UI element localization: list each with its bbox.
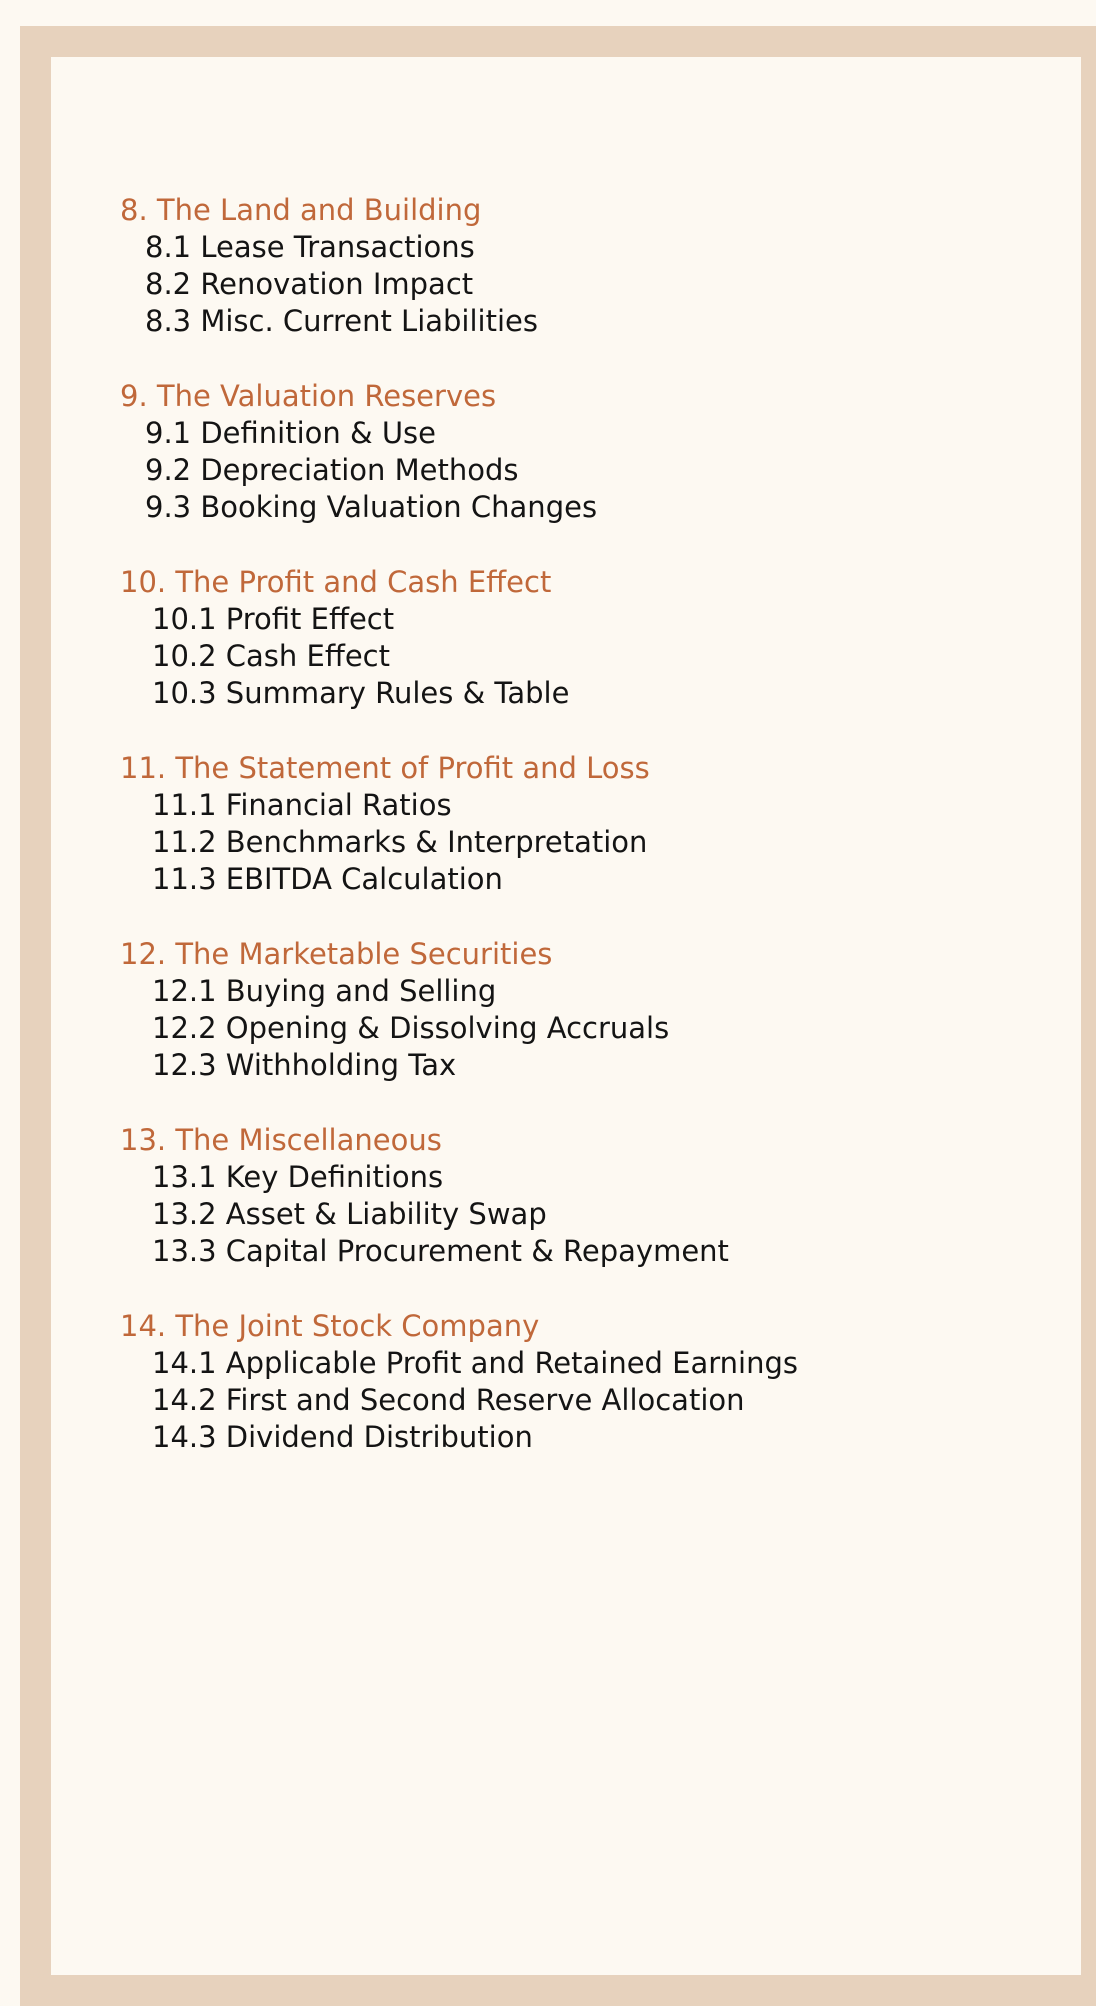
subsection-item[interactable]: 12.2 Opening & Dissolving Accruals	[152, 1011, 670, 1045]
subsection-item[interactable]: 11.3 EBITDA Calculation	[152, 862, 503, 896]
subsection-list	[120, 1345, 798, 1456]
subsection-list	[120, 415, 798, 526]
subsection-item[interactable]: 14.1 Applicable Profit and Retained Earnings	[152, 1346, 799, 1380]
subsection-list	[120, 973, 798, 1084]
subsection-item[interactable]: 9.3 Booking Valuation Changes	[145, 490, 598, 524]
section-title[interactable]: 14. The Joint Stock Company	[120, 1309, 540, 1343]
subsection-item[interactable]: 10.2 Cash Effect	[152, 639, 390, 673]
section-title[interactable]: 11. The Statement of Profit and Loss	[120, 751, 650, 785]
subsection-list	[120, 1159, 798, 1270]
subsection-item[interactable]: 9.2 Depreciation Methods	[145, 453, 519, 487]
subsection-item[interactable]: 8.3 Misc. Current Liabilities	[145, 304, 538, 338]
toc-section-8	[120, 192, 798, 340]
section-title[interactable]: 13. The Miscellaneous	[120, 1123, 442, 1157]
subsection-item[interactable]: 12.1 Buying and Selling	[152, 974, 497, 1008]
section-title[interactable]: 12. The Marketable Securities	[120, 937, 553, 971]
toc-section-12	[120, 936, 798, 1084]
section-title[interactable]: 9. The Valuation Reserves	[120, 379, 497, 413]
subsection-item[interactable]: 10.1 Profit Effect	[152, 602, 395, 636]
subsection-item[interactable]: 11.2 Benchmarks & Interpretation	[152, 825, 648, 859]
subsection-list	[120, 601, 798, 712]
table-of-contents	[120, 192, 798, 1494]
subsection-item[interactable]: 14.2 First and Second Reserve Allocation	[152, 1383, 745, 1417]
subsection-item[interactable]: 13.1 Key Definitions	[152, 1160, 444, 1194]
toc-section-9	[120, 378, 798, 526]
subsection-list	[120, 787, 798, 898]
toc-section-10	[120, 564, 798, 712]
subsection-item[interactable]: 11.1 Financial Ratios	[152, 788, 452, 822]
toc-section-13	[120, 1122, 798, 1270]
subsection-item[interactable]: 14.3 Dividend Distribution	[152, 1420, 533, 1454]
subsection-item[interactable]: 13.3 Capital Procurement & Repayment	[152, 1234, 729, 1268]
section-title[interactable]: 8. The Land and Building	[120, 193, 482, 227]
subsection-item[interactable]: 12.3 Withholding Tax	[152, 1048, 457, 1082]
subsection-item[interactable]: 8.2 Renovation Impact	[145, 267, 474, 301]
subsection-item[interactable]: 9.1 Definition & Use	[145, 416, 436, 450]
section-title[interactable]: 10. The Profit and Cash Effect	[120, 565, 552, 599]
subsection-item[interactable]: 8.1 Lease Transactions	[145, 230, 475, 264]
subsection-item[interactable]: 10.3 Summary Rules & Table	[152, 676, 570, 710]
subsection-list	[120, 229, 798, 340]
toc-section-14	[120, 1308, 798, 1456]
subsection-item[interactable]: 13.2 Asset & Liability Swap	[152, 1197, 547, 1231]
toc-section-11	[120, 750, 798, 898]
